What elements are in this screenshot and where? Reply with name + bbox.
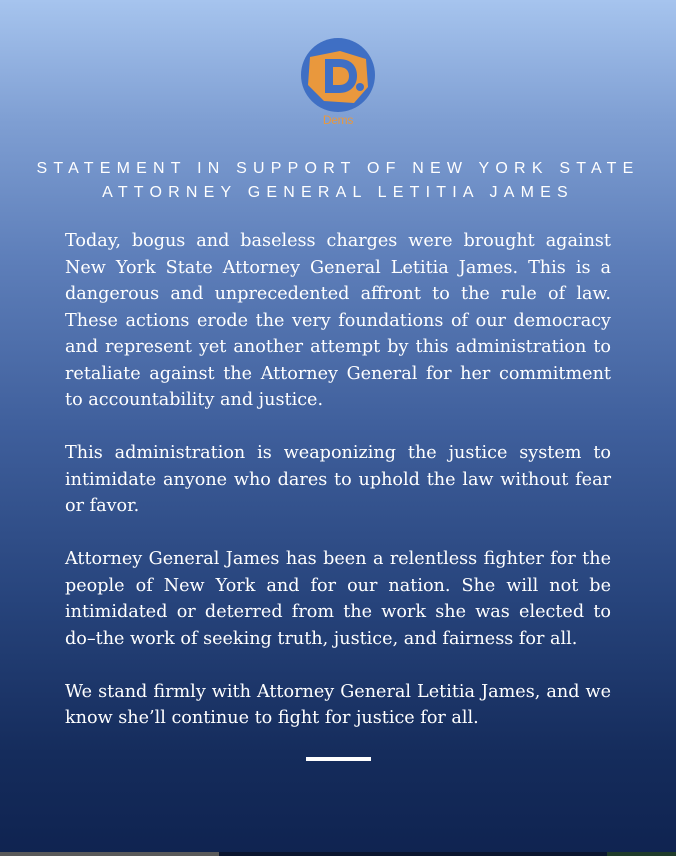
statement-title: [0, 157, 676, 205]
paragraph-4: We stand firmly with Attorney General Letitia James, and we know she’ll continue to fight for justice for all.: [65, 681, 611, 728]
bottom-bar-green: [607, 852, 676, 856]
logo-wordmark: Dems: [322, 113, 354, 127]
bottom-bar-dark: [219, 852, 607, 856]
statement-body: [65, 228, 611, 758]
divider: [306, 757, 371, 761]
paragraph-3: Attorney General James has been a relentless fighter for the people of New York and for our nation. She will not be intimidated or deterred from the work she was elected to do–the work of seeking truth, justice, and fairness for all.: [65, 549, 611, 649]
title-line-1: STATEMENT IN SUPPORT OF NEW YORK STATE: [36, 160, 640, 177]
logo: [296, 37, 380, 129]
paragraph-2: This administration is weaponizing the justice system to intimidate anyone who dares to uphold the law without fear or favor.: [65, 443, 611, 516]
logo-circle-icon: [296, 37, 380, 117]
paragraph-1: Today, bogus and baseless charges were brought against New York State Attorney General Letitia James. This is a dangerous and unprecedented affront to the rule of law. These actions erode the very foundations of our democracy and represent yet another attempt by this administration to retaliate against the Attorney General for her commitment to accountability and justice.: [65, 231, 611, 410]
title-line-2: ATTORNEY GENERAL LETITIA JAMES: [102, 184, 574, 201]
bottom-bar-gray: [0, 852, 219, 856]
